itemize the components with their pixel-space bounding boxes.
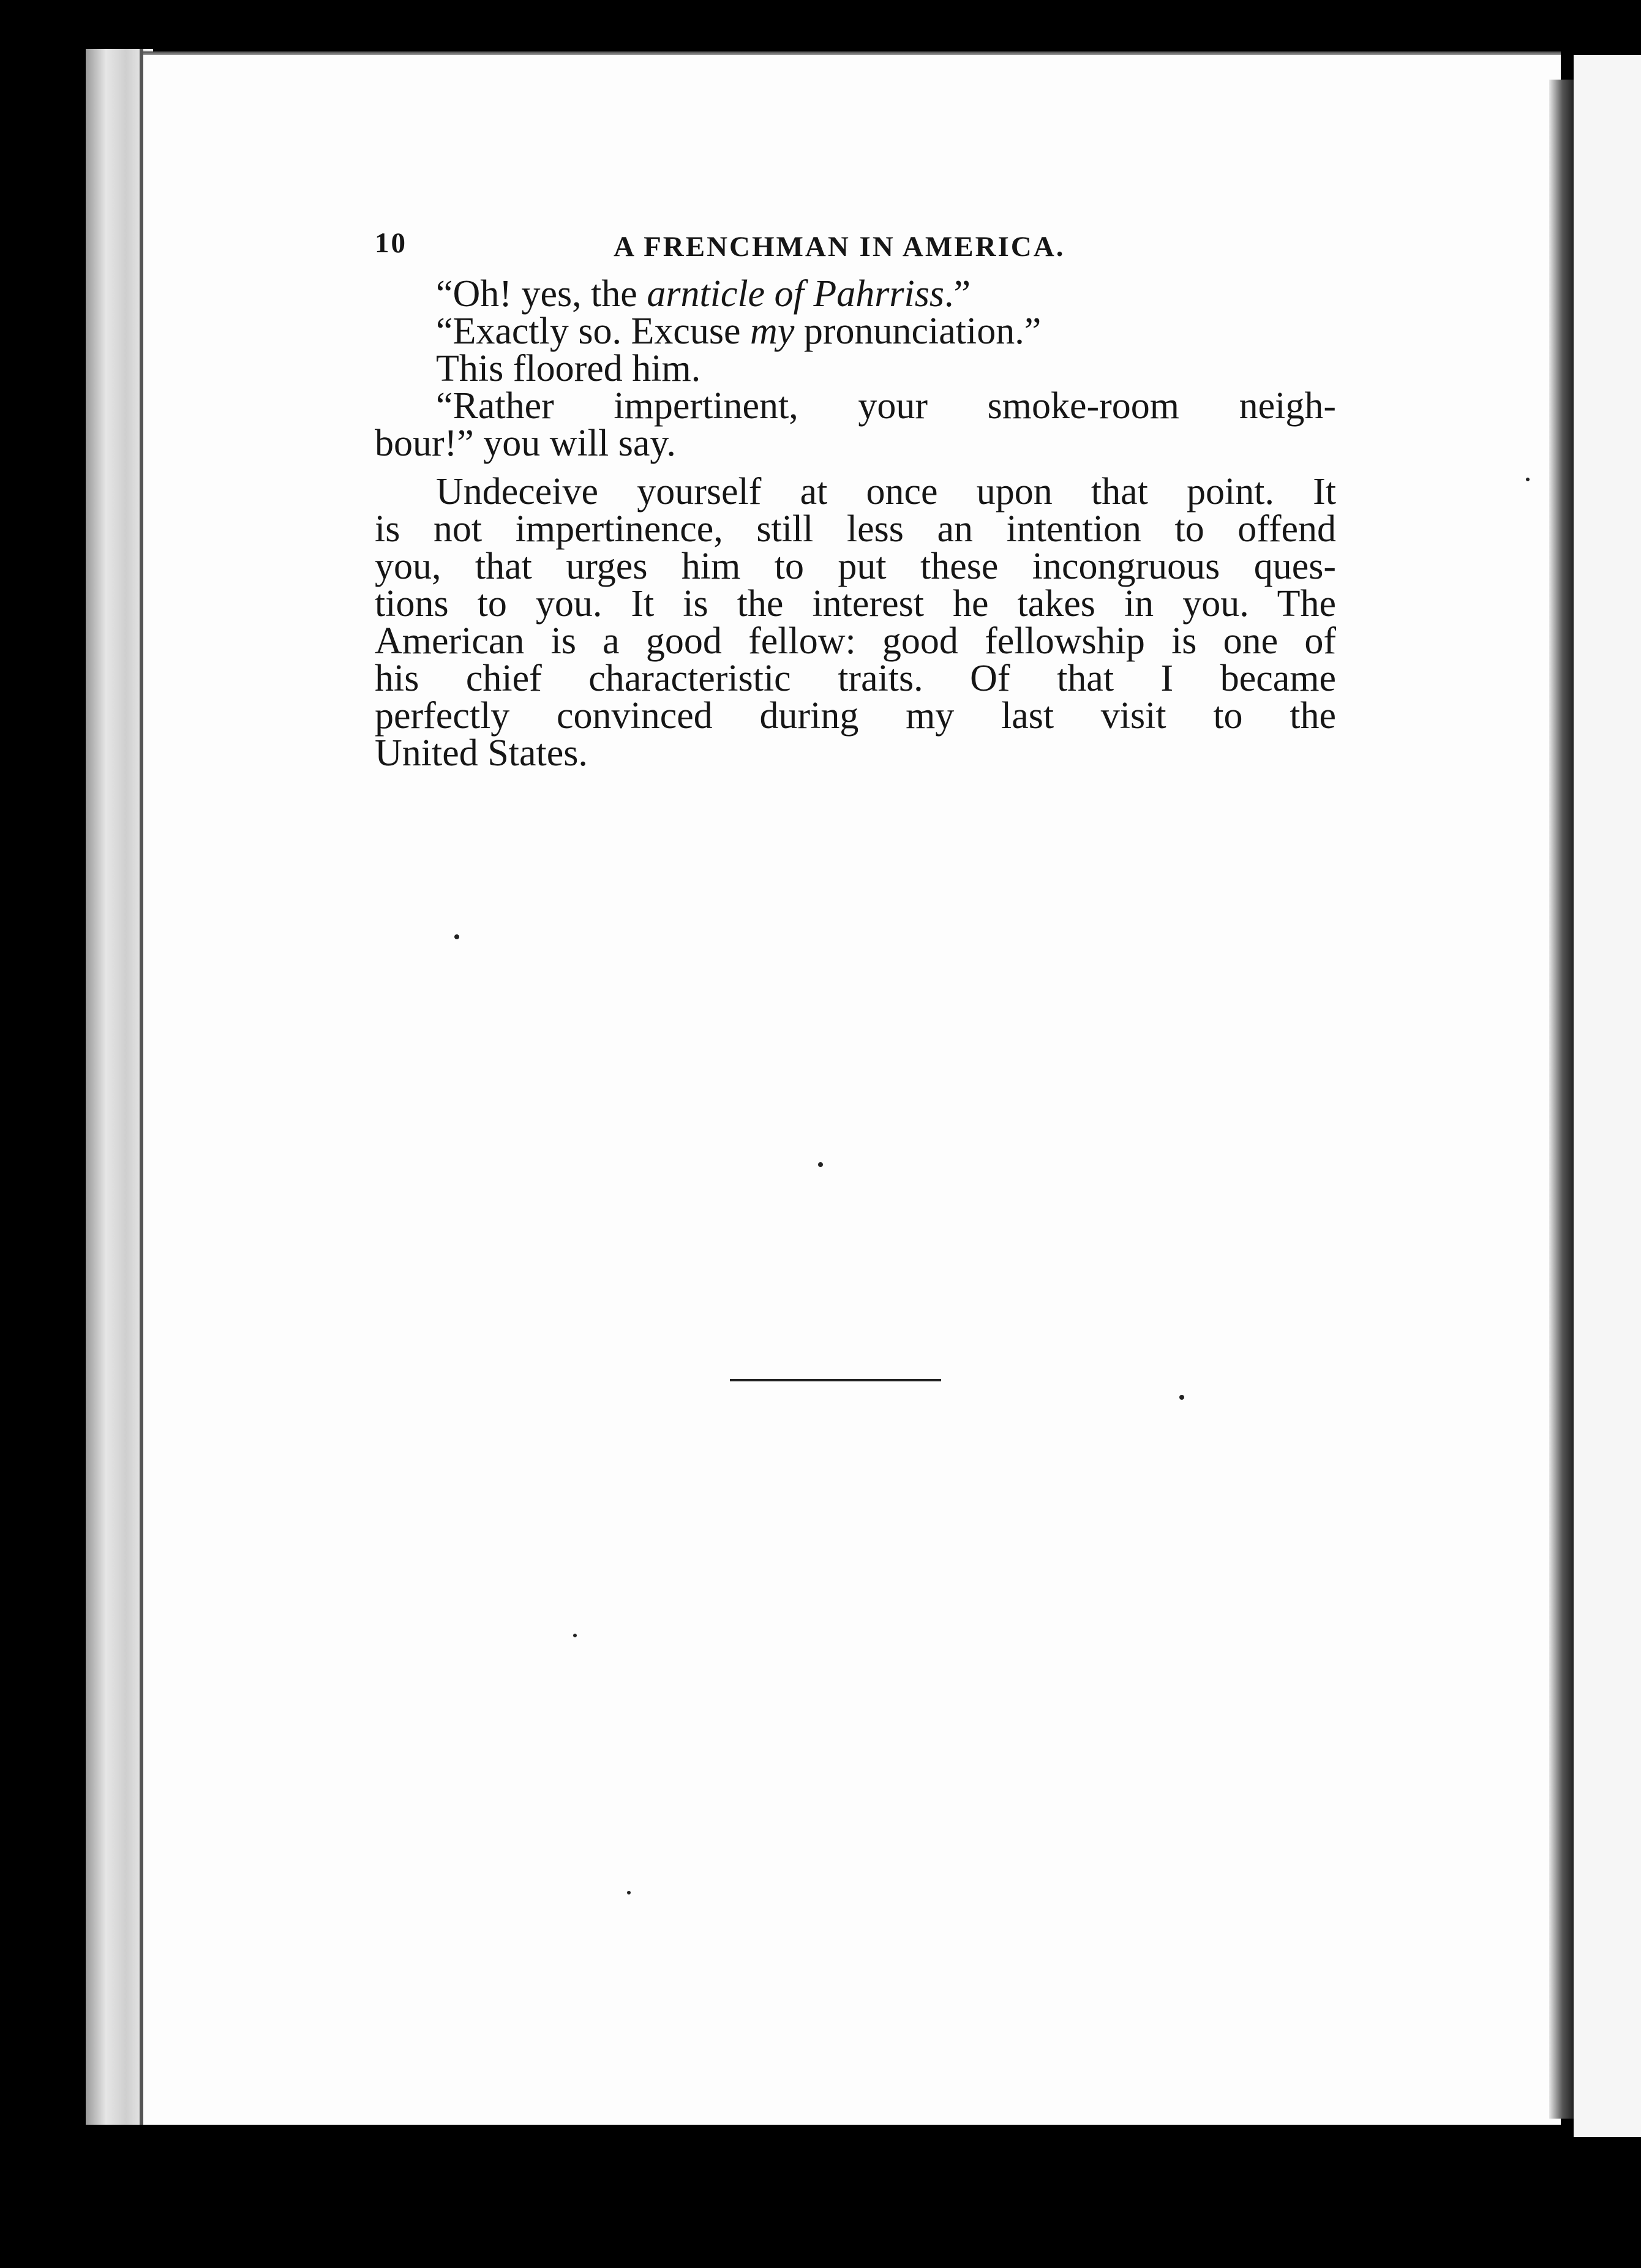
- text-run: perfectly convinced during my last visit to the: [375, 695, 1336, 737]
- section-end-rule: [730, 1379, 941, 1381]
- text-run: pronunciation.”: [794, 310, 1042, 352]
- page-gutter-shadow: [1549, 80, 1574, 2119]
- paper-speck: [573, 1634, 577, 1637]
- text-line: [375, 310, 1336, 352]
- italic-text: my: [750, 310, 795, 352]
- paper-speck: [627, 1891, 631, 1894]
- text-run: bour!” you will say.: [375, 422, 676, 464]
- page-text: [375, 227, 1336, 772]
- text-run: you, that urges him to put these incongruous ques-: [375, 546, 1336, 587]
- italic-text: arnticle of Pahrriss: [647, 273, 945, 315]
- text-line: [375, 548, 1336, 585]
- text-run: This floored him.: [436, 348, 701, 389]
- text-run: “Oh! yes, the: [436, 273, 647, 315]
- text-line: [375, 660, 1336, 697]
- text-run: United States.: [375, 732, 588, 774]
- running-head: [375, 227, 1336, 276]
- text-run: American is a good fellow: good fellowship is one of: [375, 620, 1336, 662]
- text-line: [375, 273, 1336, 315]
- text-run: is not impertinence, still less an intention to offend: [375, 508, 1336, 550]
- paper-speck: [818, 1162, 823, 1167]
- text-line: [375, 697, 1336, 735]
- text-run: “Exactly so. Excuse: [436, 310, 751, 352]
- text-line: [375, 422, 1336, 464]
- paper-speck: [454, 934, 459, 939]
- text-line: [375, 585, 1336, 623]
- text-run: .”: [944, 273, 971, 315]
- text-line: [375, 732, 1336, 774]
- text-run: his chief characteristic traits. Of that I became: [375, 658, 1336, 699]
- text-line: [375, 508, 1336, 550]
- text-line: [375, 350, 1336, 388]
- paper-speck: [1526, 478, 1530, 481]
- text-run: “Rather impertinent, your smoke-room neigh-: [436, 385, 1336, 427]
- text-run: Undeceive yourself at once upon that point. It: [436, 471, 1336, 513]
- text-line: [375, 385, 1336, 427]
- text-run: tions to you. It is the interest he takes in you. The: [375, 583, 1336, 625]
- page-number: 10: [375, 227, 407, 259]
- running-title: A FRENCHMAN IN AMERICA.: [614, 231, 1065, 263]
- paper-speck: [1179, 1395, 1184, 1400]
- facing-page-edge: [1574, 55, 1641, 2137]
- text-line: [375, 473, 1336, 511]
- text-line: [375, 620, 1336, 662]
- body-text: [375, 273, 1336, 774]
